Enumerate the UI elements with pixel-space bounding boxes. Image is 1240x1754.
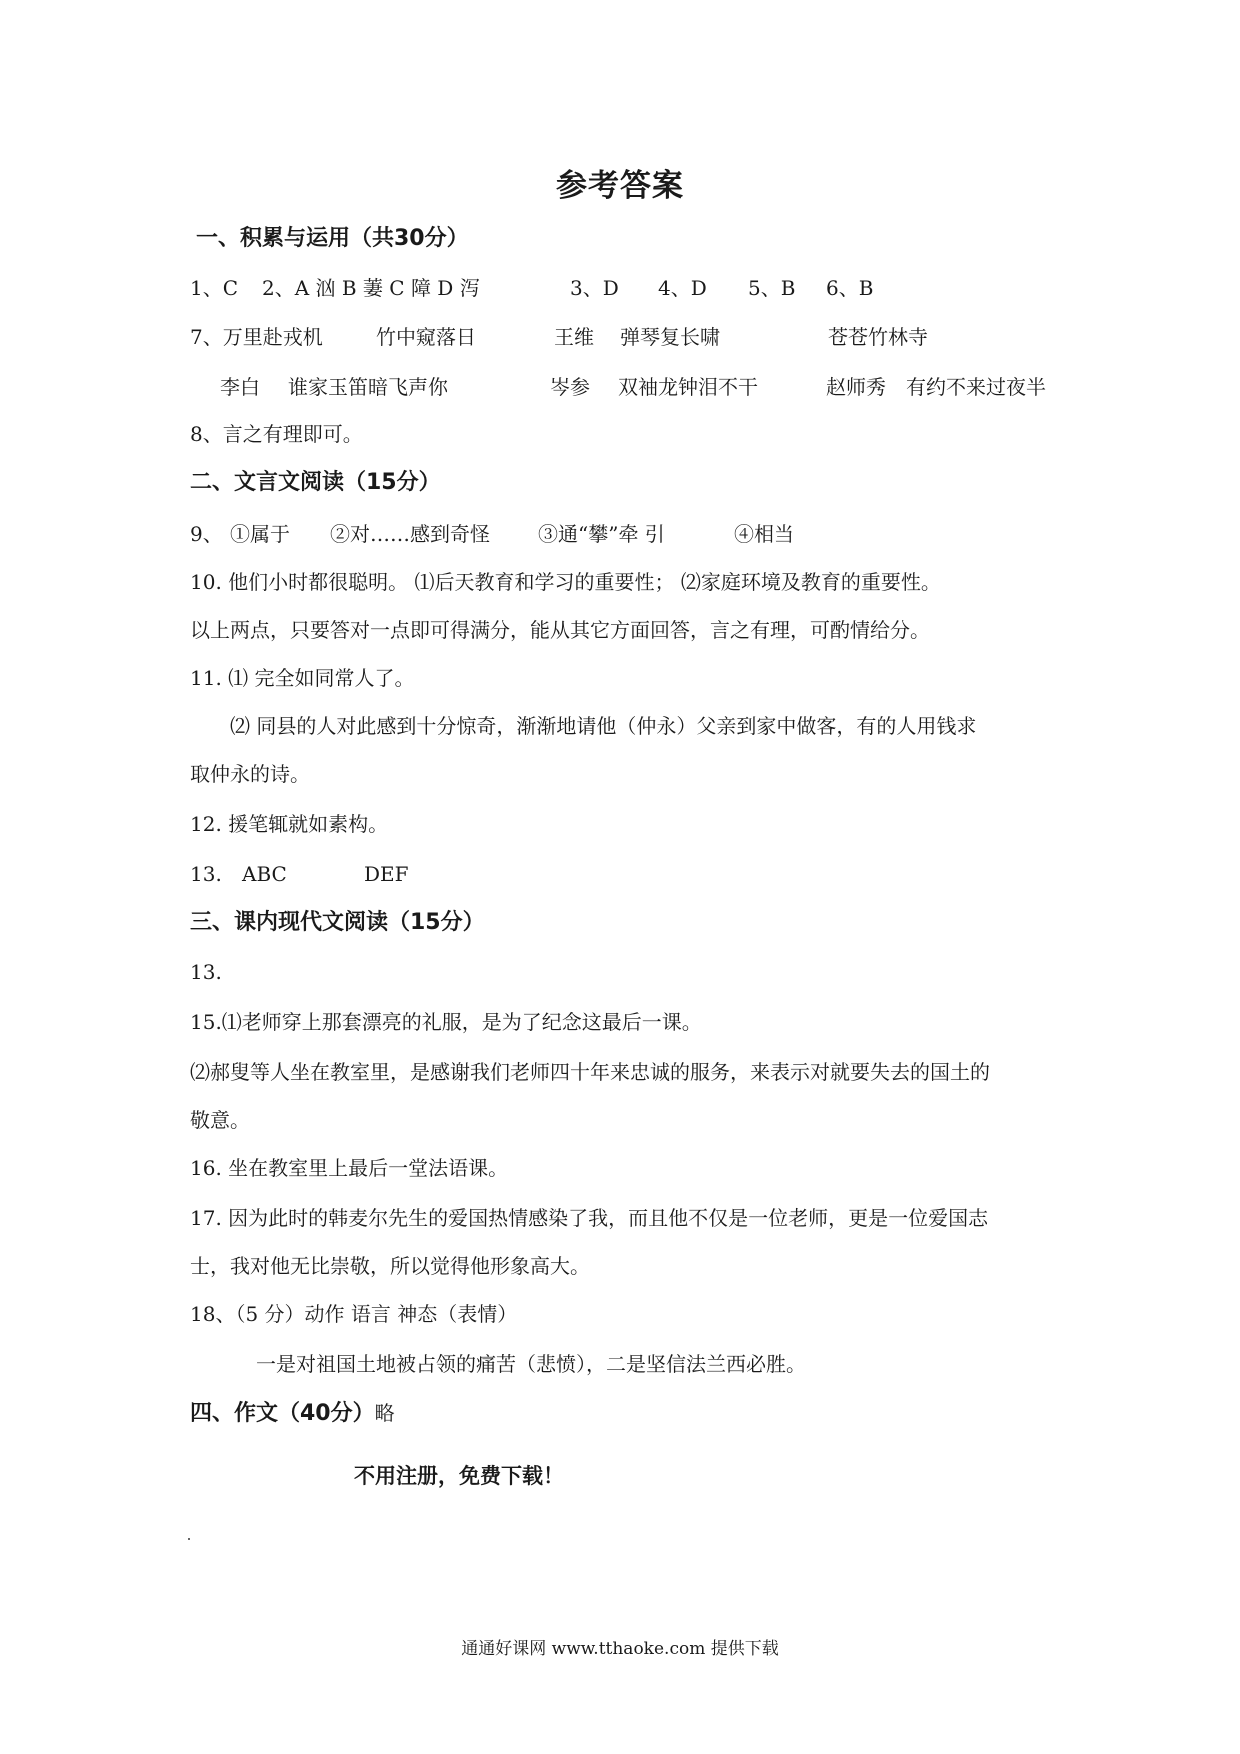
q7-item-2: 竹中窥落日: [376, 325, 476, 349]
footer-credit: 通通好课网 www.tthaoke.com 提供下载: [461, 1639, 779, 1659]
q9-item-2: ②对……感到奇怪: [330, 522, 490, 546]
answer-q15-line2: ⑵郝叟等人坐在教室里，是感谢我们老师四十年来忠诚的服务，来表示对就要失去的国土的: [190, 1060, 990, 1084]
q13-item-1: ABC: [242, 862, 287, 886]
answer-q12: 12. 援笔辄就如素构。: [190, 812, 389, 836]
answers-q1-6: [190, 274, 990, 302]
section-4-note: 略: [374, 1401, 395, 1425]
answer-q17-line2: 士，我对他无比崇敬，所以觉得他形象高大。: [190, 1254, 590, 1278]
q13-label: 13.: [190, 862, 222, 886]
section-heading-4: [190, 1398, 395, 1429]
answer-q10-line1: 10. 他们小时都很聪明。 ⑴后天教育和学习的重要性； ⑵家庭环境及教育的重要性。: [190, 570, 941, 594]
section-heading-1: 一、积累与运用（共30分）: [196, 226, 469, 251]
q7-item-3: 王维: [554, 325, 594, 349]
answer-q5: 5、B: [748, 276, 796, 300]
q7-row2-item-4: 双袖龙钟泪不干: [618, 375, 758, 399]
q9-label: 9、: [190, 522, 223, 546]
q9-item-3: ③通“攀”牵 引: [538, 522, 665, 546]
q7-row2-item-2: 谁家玉笛暗飞声你: [288, 375, 448, 399]
q7-row2-item-6: 有约不来过夜半: [906, 375, 1046, 399]
answer-q18-line1: 18、（5 分）动作 语言 神态（表情）: [190, 1302, 518, 1326]
q9-item-1: ①属于: [230, 522, 290, 546]
answer-q13b: 13.: [190, 960, 222, 984]
answer-q10-line2: 以上两点，只要答对一点即可得满分，能从其它方面回答，言之有理，可酌情给分。: [190, 618, 930, 642]
answers-q7-row2: [190, 373, 1090, 401]
promo-text: 不用注册，免费下载！: [354, 1464, 564, 1488]
answer-q3: 3、D: [570, 276, 619, 300]
q13-item-2: DEF: [364, 862, 409, 886]
q7-item-1: 7、万里赴戎机: [190, 325, 323, 349]
answer-q16: 16. 坐在教室里上最后一堂法语课。: [190, 1156, 509, 1180]
q7-row2-item-1: 李白: [220, 375, 260, 399]
answers-q13: [190, 860, 590, 888]
section-4-title: 四、作文（40分）: [190, 1401, 375, 1426]
page-title: 参考答案: [556, 168, 684, 204]
answer-q15-line3: 敬意。: [190, 1108, 250, 1132]
q7-row2-item-5: 赵师秀: [826, 375, 886, 399]
answers-q9: [190, 520, 1090, 548]
q7-row2-item-3: 岑参: [550, 375, 590, 399]
answer-q15-line1: 15.⑴老师穿上那套漂亮的礼服，是为了纪念这最后一课。: [190, 1010, 702, 1034]
answer-q11-line3: 取仲永的诗。: [190, 762, 310, 786]
answer-q17-line1: 17. 因为此时的韩麦尔先生的爱国热情感染了我，而且他不仅是一位老师，更是一位爱国志: [190, 1206, 989, 1230]
answers-q7-row1: [190, 323, 1090, 351]
answer-q4: 4、D: [658, 276, 707, 300]
q7-item-4: 弹琴复长啸: [620, 325, 720, 349]
section-heading-2: 二、文言文阅读（15分）: [190, 470, 441, 495]
answer-q8: 8、言之有理即可。: [190, 422, 363, 446]
answer-q1: 1、C: [190, 276, 239, 300]
answer-q11-line2: ⑵ 同县的人对此感到十分惊奇，渐渐地请他（仲永）父亲到家中做客，有的人用钱求: [230, 714, 977, 738]
stray-mark: [188, 1538, 190, 1540]
q7-item-5: 苍苍竹林寺: [828, 325, 928, 349]
answer-q11-line1: 11. ⑴ 完全如同常人了。: [190, 666, 415, 690]
answer-q2: 2、A 汹 B 萋 C 障 D 泻: [262, 276, 480, 300]
answer-q6: 6、B: [826, 276, 874, 300]
section-heading-3: 三、课内现代文阅读（15分）: [190, 910, 485, 935]
q9-item-4: ④相当: [734, 522, 794, 546]
answer-q18-line2: 一是对祖国土地被占领的痛苦（悲愤），二是坚信法兰西必胜。: [256, 1352, 806, 1376]
